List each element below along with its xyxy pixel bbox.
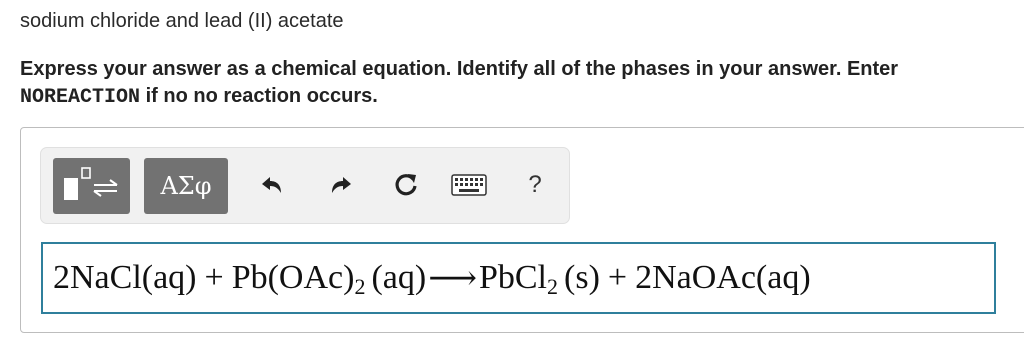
reset-icon [392,171,420,199]
math-toolbar [40,147,570,224]
eq-term-lead-chloride [479,259,600,297]
equation-input[interactable] [41,242,996,314]
eq-term-lead-acetate [232,259,427,297]
eq-lead-acetate-phase: (aq) [371,259,427,296]
eq-lead-chloride-subscript: 2 [547,274,559,299]
eq-lead-acetate-formula: Pb(OAc) [231,259,355,296]
instructions-text-1: Express your answer as a chemical equation. Identify all of the phases in your answer. Enter [20,58,899,80]
answer-box [20,127,1024,333]
eq-lead-chloride-phase: (s) [564,259,600,296]
eq-lead-acetate-subscript: 2 [354,274,366,299]
symbols-button[interactable]: ΑΣφ [144,158,228,214]
redo-button[interactable] [324,168,358,202]
eq-term-sodium-chloride: 2NaCl(aq) [53,259,197,296]
eq-term-sodium-acetate: 2NaOAc(aq) [635,259,811,296]
keyboard-icon [451,174,487,196]
templates-button[interactable] [53,158,130,214]
undo-button[interactable] [255,168,289,202]
undo-icon [259,172,285,198]
eq-lead-chloride-formula: PbCl [478,259,548,296]
reset-button[interactable] [389,168,423,202]
eq-plus-2: + [607,259,628,296]
instructions [20,56,920,111]
reaction-arrow: ⟶ [428,260,477,297]
instructions-text-2: if no no reaction occurs. [140,85,378,107]
help-button[interactable] [518,168,552,202]
help-icon: ? [528,171,542,198]
question-prompt: sodium chloride and lead (II) acetate [20,10,344,32]
templates-icon [61,165,123,207]
redo-icon [328,172,354,198]
keyboard-button[interactable] [449,168,489,202]
eq-plus-1: + [204,259,224,296]
noreaction-code: NOREACTION [20,86,141,109]
